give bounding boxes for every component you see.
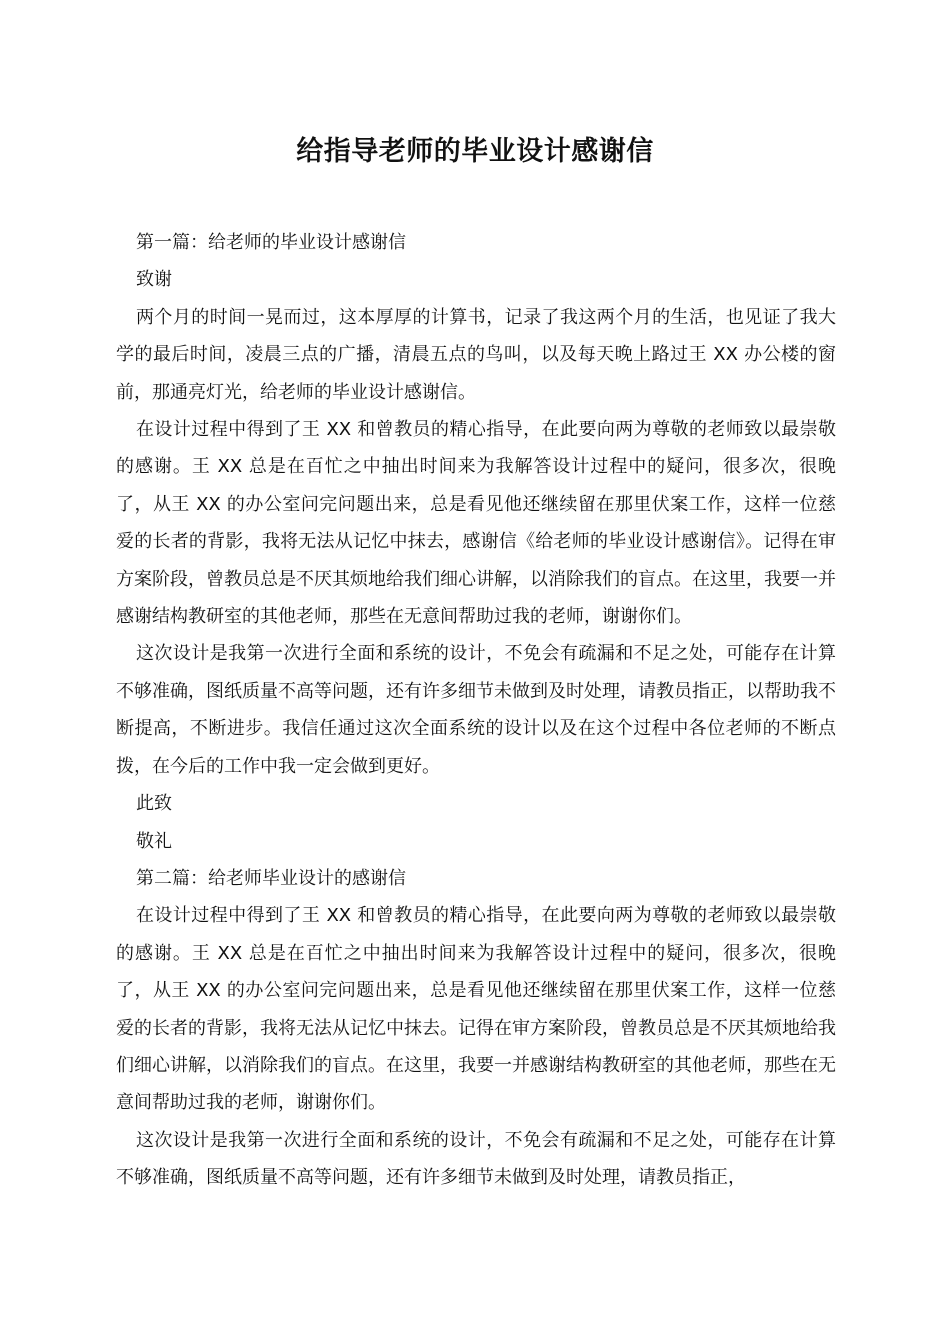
paragraph-intro: 两个月的时间一晃而过，这本厚厚的计算书，记录了我这两个月的生活，也见证了我大学的最后时间，凌晨三点的广播，清晨五点的鸟叫，以及每天晚上路过王 XX 办公楼的窗前，那通亮灯光，给老师的毕业设计感谢信。	[116, 306, 836, 403]
paragraph-reflection-2: 这次设计是我第一次进行全面和系统的设计，不免会有疏漏和不足之处，可能存在计算不够准确，图纸质量不高等问题，还有许多细节未做到及时处理，请教员指正，	[116, 1129, 836, 1189]
document-body	[116, 224, 836, 1197]
document-title: 给指导老师的毕业设计感谢信	[296, 136, 654, 167]
paragraph-reflection: 这次设计是我第一次进行全面和系统的设计，不免会有疏漏和不足之处，可能存在计算不够准确，图纸质量不高等问题，还有许多细节未做到及时处理，请教员指正，以帮助我不断提高，不断进步。我信任通过这次全面系统的设计以及在这个过程中各位老师的不断点拨，在今后的工作中我一定会做到更好。	[116, 643, 836, 777]
section-heading-2: 第二篇：给老师毕业设计的感谢信	[136, 867, 406, 889]
acknowledgement-heading: 致谢	[136, 269, 172, 291]
paragraph-thanks: 在设计过程中得到了王 XX 和曾教员的精心指导，在此要向两为尊敬的老师致以最崇敬的感谢。王 XX 总是在百忙之中抽出时间来为我解答设计过程中的疑问，很多次，很晚了，从王 XX 的办公室问完问题出来，总是看见他还继续留在那里伏案工作，这样一位慈爱的长者的背影，我将无法从记忆中抹去，感谢信《给老师的毕业设计感谢信》。记得在审方案阶段，曾教员总是不厌其烦地给我们细心讲解，以消除我们的盲点。在这里，我要一并感谢结构教研室的其他老师，那些在无意间帮助过我的老师，谢谢你们。	[116, 419, 836, 628]
paragraph-thanks-2: 在设计过程中得到了王 XX 和曾教员的精心指导，在此要向两为尊敬的老师致以最崇敬的感谢。王 XX 总是在百忙之中抽出时间来为我解答设计过程中的疑问，很多次，很晚了，从王 XX 的办公室问完问题出来，总是看见他还继续留在那里伏案工作，这样一位慈爱的长者的背影，我将无法从记忆中抹去。记得在审方案阶段，曾教员总是不厌其烦地给我们细心讲解，以消除我们的盲点。在这里，我要一并感谢结构教研室的其他老师，那些在无意间帮助过我的老师，谢谢你们。	[116, 905, 836, 1114]
section-heading-1: 第一篇：给老师的毕业设计感谢信	[136, 232, 406, 253]
closing-cizhi: 此致	[136, 793, 172, 815]
closing-jingli: 敬礼	[136, 830, 172, 852]
